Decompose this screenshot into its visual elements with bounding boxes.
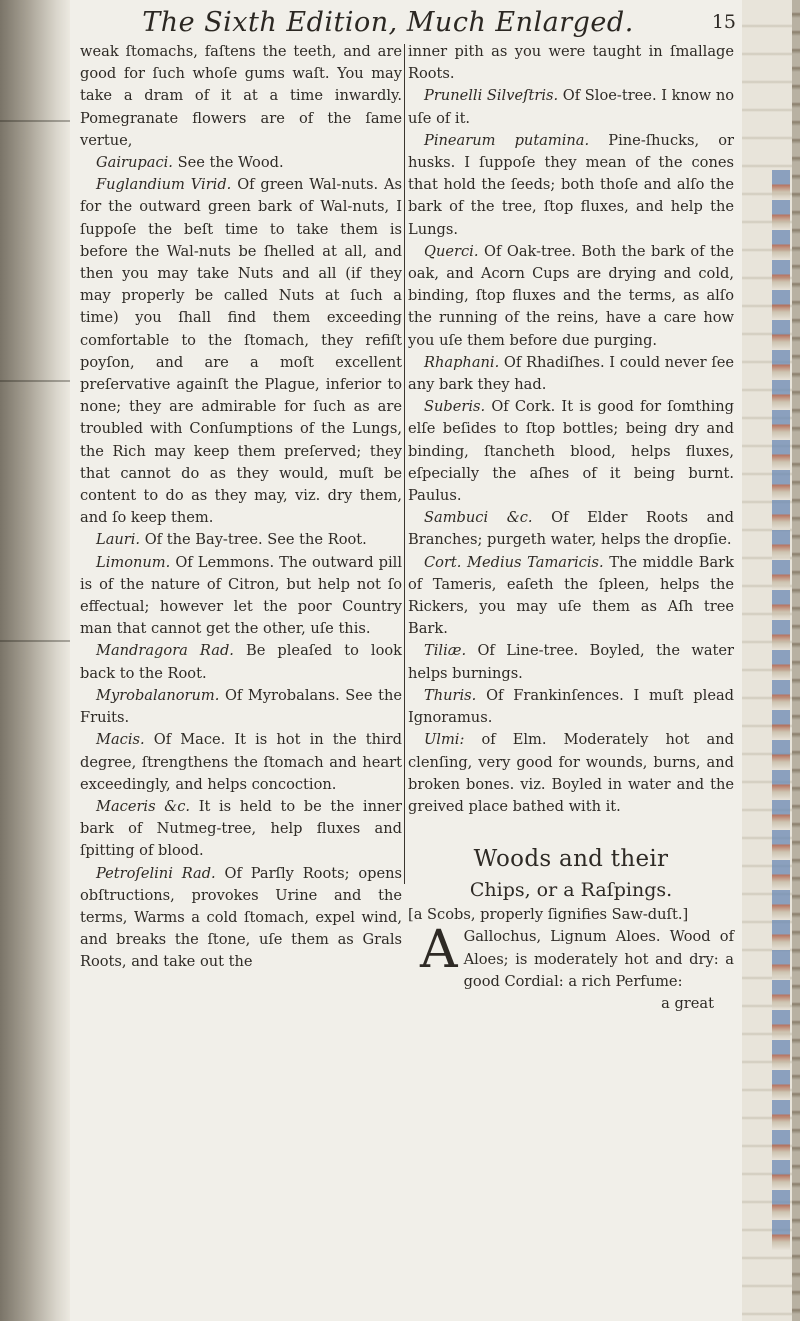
entry-heading: Mandragora Rad. <box>96 642 234 660</box>
entry-heading: Sambuci &c. <box>424 509 533 527</box>
entry-text: Of Frankinſences. I muſt plead Ignoramus. <box>408 686 734 727</box>
text-entry <box>80 863 402 974</box>
text-entry <box>408 640 734 684</box>
entry-text: Of Lemmons. The outward pill is of the nature of Citron, but help not ſo effectual; however let the poor Country man that cannot get the other, uſe this. <box>80 553 402 638</box>
entry-text: Of Parſly Roots; opens obſtructions, provokes Urine and the terms, Warms a cold ſtomach, expel wind, and breaks the ſtone, uſe them as Grals Roots, and take out the <box>80 864 403 971</box>
text-entry <box>80 174 402 529</box>
entry-heading: Thuris. <box>424 686 477 704</box>
entry-text: Of Elder Roots and Branches; purgeth water, helps the dropſie. <box>408 509 735 549</box>
text-entry <box>80 552 402 641</box>
entry-heading: Myrobalanorum. <box>96 686 220 704</box>
entry-text: inner pith as you were taught in ſmallage Roots. <box>408 43 734 83</box>
section-body-text: Gallochus, Lignum Aloes. Wood of Aloes; is moderately hot and dry: a good Cordial: a rich Perfume: <box>463 928 734 990</box>
text-entry <box>80 796 402 863</box>
entry-text: Of Myrobalans. See the Fruits. <box>80 686 403 727</box>
section-title: Woods and their <box>473 846 669 873</box>
text-entry <box>408 241 734 352</box>
gutter-line <box>0 120 70 122</box>
entry-text: of Elm. Moderately hot and clenſing, very good for wounds, burns, and broken bones. viz. Boyled in water and the greived place bathed with it. <box>408 731 734 815</box>
right-column <box>408 41 734 1015</box>
entry-text: Of Oak-tree. Both the bark of the oak, and Acorn Cups are drying and cold, binding, ſtop fluxes and the terms, as alſo the running of the reins, have a care how you uſe them before due purging. <box>408 242 734 349</box>
entry-text: Of Mace. It is hot in the third degree, ſtrengthens the ſtomach and heart exceedingly, and helps concoction. <box>80 731 402 793</box>
entry-heading: Rhaphani. <box>424 353 500 371</box>
entry-heading: Pinearum putamina. <box>424 131 590 149</box>
text-entry <box>408 41 734 85</box>
entry-text: Of Sloe-tree. I know no uſe of it. <box>408 87 735 127</box>
left-column <box>80 41 402 974</box>
right-column-entries <box>408 41 734 818</box>
entry-heading: Tiliæ. <box>424 642 467 660</box>
entry-text: Of green Wal-nuts. As for the outward green bark of Wal-nuts, I ſuppoſe the beſt time to take them is before the Wal-nuts be ſhelled at all, and then you may take Nuts and all (if they may properly be called Nuts at ſuch a time) you ſhall find them exceeding comfortable to the ſtomach, they refiſt poyſon, and are a moſt excellent preſervative againſt the Plague, inferior to none; they are admirable for ſuch as are troubled with Conſumptions of the Lungs, the Rich may keep them preſerved; they that cannot do as they would, muſt be content to do as they may, viz. dry them, and ſo keep them. <box>80 176 403 527</box>
entry-text: See the Wood. <box>177 154 284 172</box>
entry-text: Of Cork. It is good for ſomthing elſe beſides to ſtop bottles; being dry and binding, ſtancheth blood, helps fluxes, eſpecially the aſhes of it being burnt. Paulus. <box>408 398 735 505</box>
entry-heading: Gairupaci. <box>96 154 173 172</box>
book-edge-border <box>792 0 800 1321</box>
book-edge-stripe <box>772 170 790 1250</box>
gutter-line <box>0 640 70 642</box>
page-gutter <box>0 0 70 1321</box>
entry-heading: Prunelli Silveſtris. <box>424 87 559 105</box>
section-body <box>408 920 734 993</box>
entry-text: Be pleaſed to look back to the Root. <box>80 642 402 682</box>
gutter-line <box>0 380 70 382</box>
entry-heading: Limonum. <box>96 553 171 571</box>
entry-text: Pine-ſhucks, or husks. I ſuppoſe they mean of the cones that hold the ſeeds; both thoſe and alſo the bark of the tree, ſtop fluxes, and help the Lungs. <box>408 131 735 238</box>
section-subtitle: Chips, or a Raſpings. <box>469 879 673 902</box>
text-entry <box>408 85 734 129</box>
entry-heading: Fuglandium Virid. <box>96 176 232 194</box>
column-rule <box>404 44 405 884</box>
drop-cap: A <box>420 920 458 981</box>
entry-text: Of Line-tree. Boyled, the water helps burnings. <box>408 642 735 682</box>
entry-heading: Lauri. <box>96 531 141 549</box>
text-entry <box>408 396 734 507</box>
entry-heading: Querci. <box>424 242 479 260</box>
entry-heading: Suberis. <box>424 398 486 416</box>
text-entry <box>80 152 402 174</box>
entry-heading: Maceris &c. <box>96 797 191 815</box>
text-entry <box>408 552 734 641</box>
text-entry <box>408 130 734 241</box>
entry-heading: Ulmi: <box>424 731 465 749</box>
entry-text: Of Rhadiſhes. I could never ſee any bark they had. <box>408 353 734 394</box>
running-head: The Sixth Edition, Much Enlarged. <box>142 6 634 38</box>
text-entry <box>408 352 734 396</box>
entry-text: It is held to be the inner bark of Nutmeg-tree, help fluxes and ſpitting of blood. <box>80 797 403 860</box>
entry-heading: Petroſelini Rad. <box>96 864 216 882</box>
text-entry <box>408 507 734 551</box>
page-header <box>80 2 740 42</box>
text-entry <box>80 529 402 551</box>
text-entry <box>80 729 402 796</box>
text-entry <box>408 685 734 729</box>
text-entry <box>80 41 402 152</box>
catchword: a great <box>661 994 714 1012</box>
entry-heading: Macis. <box>96 731 145 749</box>
text-entry <box>80 685 402 729</box>
entry-heading: Cort. Medius Tamaricis. <box>424 553 604 571</box>
entry-text: weak ſtomachs, faſtens the teeth, and are good for ſuch whoſe gums waſt. You may take a dram of it at a time inwardly. Pomegranate flowers are of the ſame vertue, <box>80 43 402 149</box>
text-entry <box>80 640 402 684</box>
entry-text: Of the Bay-tree. See the Root. <box>144 531 367 549</box>
page-number: 15 <box>711 11 736 33</box>
section-footnote: [a Scobs, properly ſignifies Saw-duſt.] <box>408 906 689 924</box>
text-entry <box>408 729 734 818</box>
entry-text: The middle Bark of Tameris, eaſeth the ſpleen, helps the Rickers, you may uſe them as Aſh tree Bark. <box>408 553 734 638</box>
